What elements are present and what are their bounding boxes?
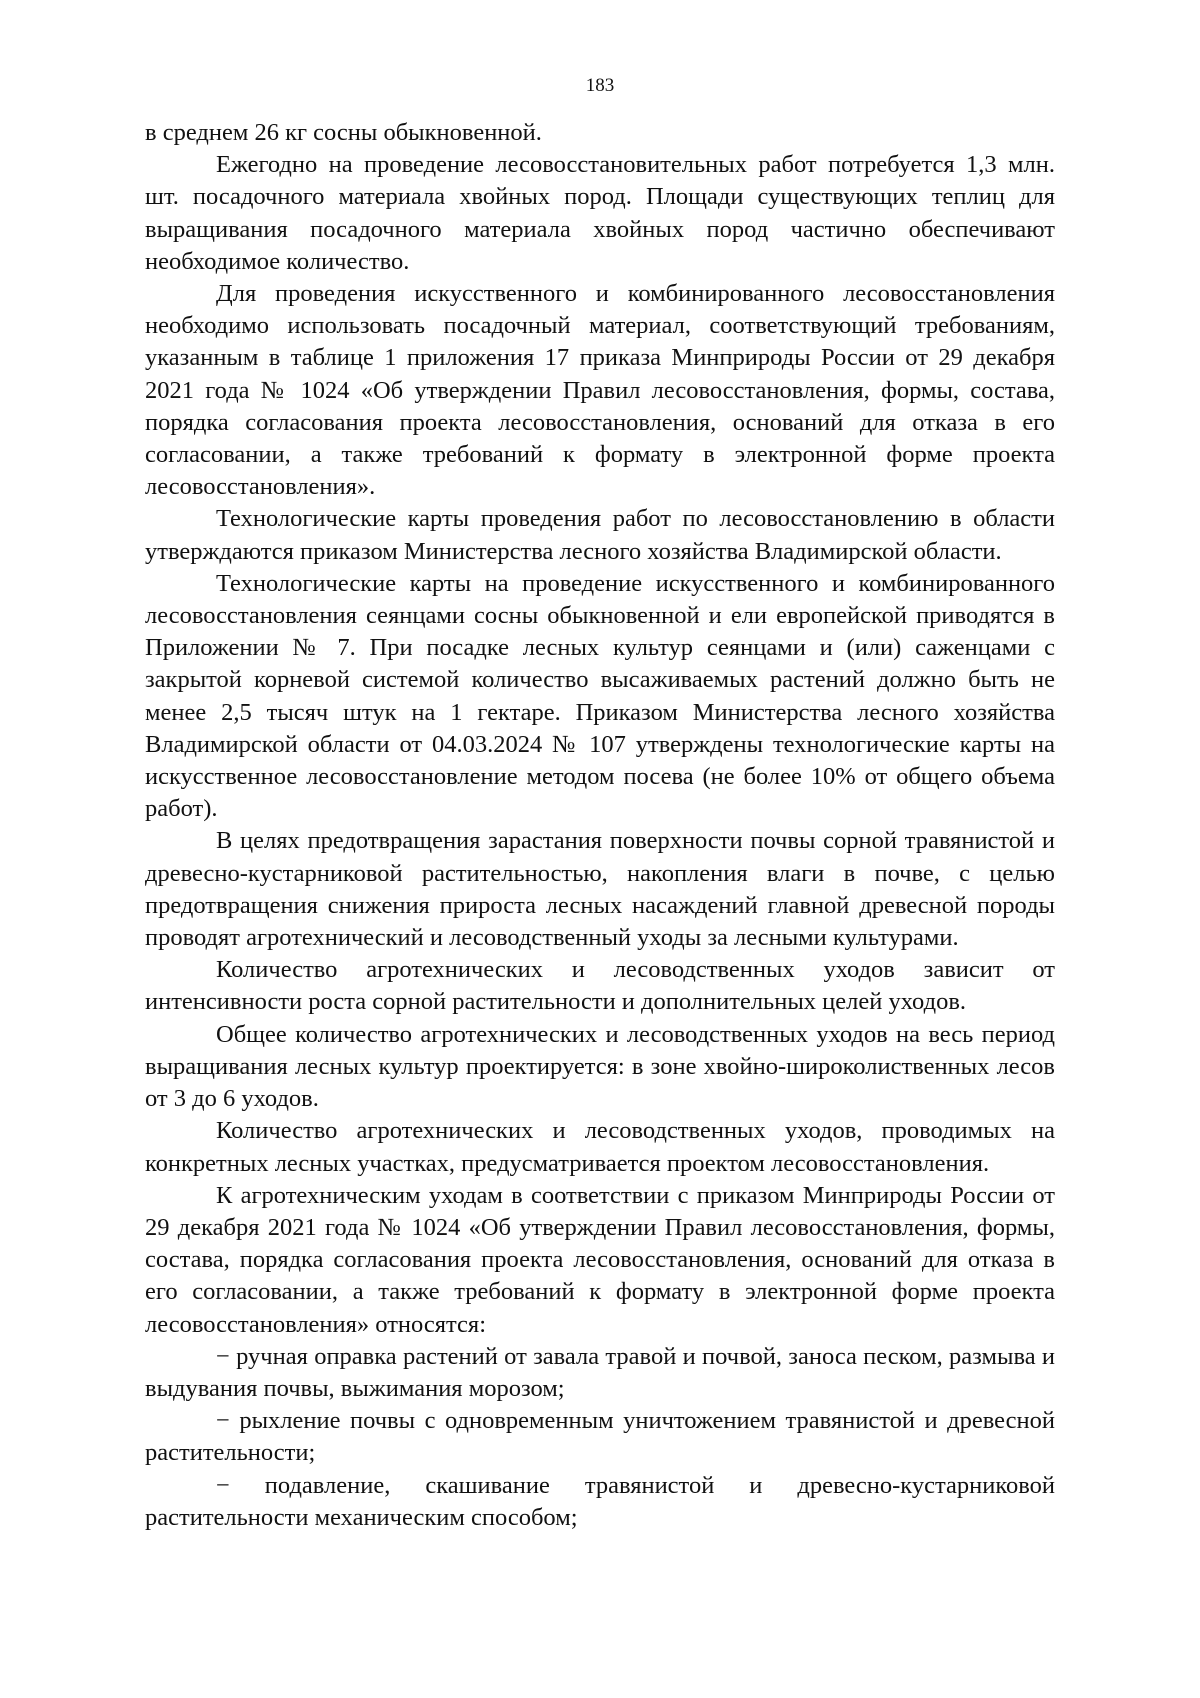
paragraph-technological-maps-seedlings: Технологические карты на проведение искусственного и комбинированного лесовосстановления сеянцами сосны обыкновенной и ели европейской приводятся в Приложении № 7. При посадке лесных культур сеянцами и (или) саженцами с закрытой корневой системой количество высаживаемых растений должно быть не менее 2,5 тысяч штук на 1 гектаре. Приказом Министерства лесного хозяйства Владимирской области от 04.03.2024 № 107 утверждены технологические карты на искусственное лесовосстановление методом посева (не более 10% от общего объема работ). [145, 569, 1055, 823]
paragraph-total-care-count: Общее количество агротехнических и лесоводственных уходов на весь период выращивания лесных культур проектируется: в зоне хвойно-широколиственных лесов от 3 до 6 уходов. [145, 1020, 1055, 1113]
list-item-soil-loosening: − рыхление почвы с одновременным уничтожением травянистой и древесной растительности; [145, 1407, 1055, 1467]
paragraph-planting-material-requirements: Для проведения искусственного и комбинированного лесовосстановления необходимо использовать посадочный материал, соответствующий требованиям, указанным в таблице 1 приложения 17 приказа Минприроды России от 29 декабря 2021 года № 1024 «Об утверждении Правил лесовосстановления, формы, состава, порядка согласования проекта лесовосстановления, оснований для отказа в его согласовании, а также требований к формату в электронной форме проекта лесовосстановления». [145, 280, 1055, 501]
list-item-mechanical-mowing: − подавление, скашивание травянистой и древесно-кустарниковой растительности механическим способом; [145, 1471, 1055, 1531]
paragraph-care-project: Количество агротехнических и лесоводственных уходов, проводимых на конкретных лесных участках, предусматривается проектом лесовосстановления. [145, 1117, 1055, 1177]
paragraph-continuation: в среднем 26 кг сосны обыкновенной. [145, 119, 542, 146]
list-item-manual-correction: − ручная оправка растений от завала травой и почвой, заноса песком, размыва и выдувания почвы, выжимания морозом; [145, 1342, 1055, 1402]
paragraph-care-purpose: В целях предотвращения зарастания поверхности почвы сорной травянистой и древесно-кустарниковой растительностью, накопления влаги в почве, с целью предотвращения снижения прироста лесных насаждений главной древесной породы проводят агротехнический и лесоводственный уходы за лесными культурами. [145, 827, 1055, 952]
paragraph-agrotechnical-care-intro: К агротехническим уходам в соответствии с приказом Минприроды России от 29 декабря 2021 года № 1024 «Об утверждении Правил лесовосстановления, формы, состава, порядка согласования проекта лесовосстановления, оснований для отказа в его согласовании, а также требований к формату в электронной форме проекта лесовосстановления» относятся: [145, 1181, 1055, 1338]
paragraph-care-quantity-factors: Количество агротехнических и лесоводственных уходов зависит от интенсивности роста сорной растительности и дополнительных целей уходов. [145, 956, 1055, 1016]
paragraph-planting-material-volume: Ежегодно на проведение лесовосстановительных работ потребуется 1,3 млн. шт. посадочного материала хвойных пород. Площади существующих теплиц для выращивания посадочного материала хвойных пород частично обеспечивают необходимое количество. [145, 151, 1055, 275]
paragraph-technological-maps-approval: Технологические карты проведения работ по лесовосстановлению в области утверждаются приказом Министерства лесного хозяйства Владимирской области. [145, 505, 1055, 565]
document-body [145, 117, 1055, 1534]
page-number: 183 [585, 75, 615, 96]
